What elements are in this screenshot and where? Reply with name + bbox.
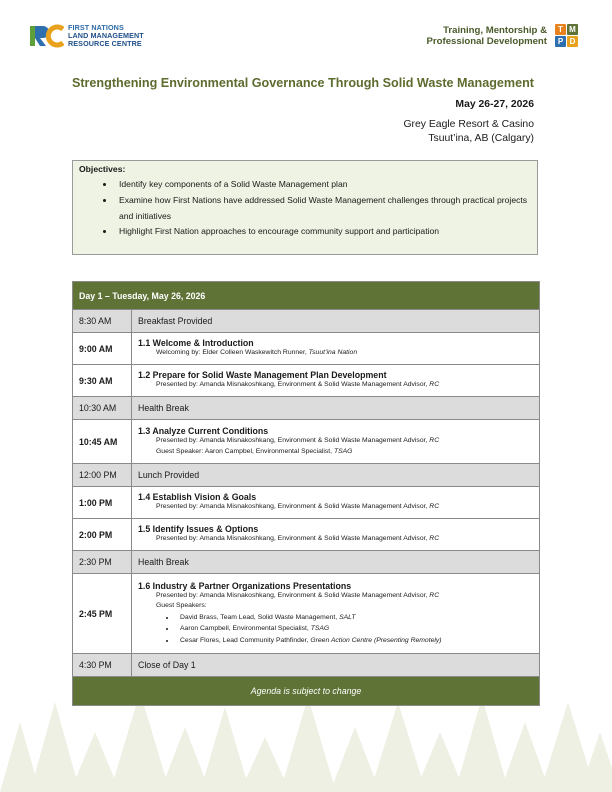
session-title: 1.1 Welcome & Introduction bbox=[138, 338, 254, 349]
agenda-row bbox=[73, 551, 540, 574]
logo-line-3: RESOURCE CENTRE bbox=[68, 39, 142, 48]
row-label: Health Break bbox=[132, 397, 540, 420]
row-time: 1:00 PM bbox=[73, 487, 132, 519]
program-line-2: Professional Development bbox=[426, 35, 547, 47]
session-presenter: Presented by: Amanda Misnakoshkang, Environment & Solid Waste Management Advisor, RC bbox=[156, 381, 440, 389]
tmpd-logo bbox=[427, 24, 579, 47]
session-title: 1.2 Prepare for Solid Waste Management Plan Development bbox=[138, 370, 387, 381]
row-time: 9:00 AM bbox=[73, 333, 132, 365]
agenda-row bbox=[73, 574, 540, 654]
guest-speaker: • Aaron Campbell, Environmental Specialist, TSAG bbox=[176, 623, 533, 635]
logo-line-2: LAND MANAGEMENT bbox=[68, 31, 144, 40]
agenda-footer: Agenda is subject to change bbox=[73, 677, 540, 706]
tile-p: P bbox=[555, 36, 566, 47]
agenda-row bbox=[73, 654, 540, 677]
row-label: Lunch Provided bbox=[132, 464, 540, 487]
rc-logo bbox=[30, 24, 144, 48]
agenda-row bbox=[73, 519, 540, 551]
session-title: 1.3 Analyze Current Conditions bbox=[138, 426, 269, 436]
event-title: Strengthening Environmental Governance Through Solid Waste Management bbox=[71, 76, 534, 90]
event-date: May 26-27, 2026 bbox=[455, 99, 534, 110]
tmpd-tiles bbox=[555, 24, 578, 47]
rc-logo-mark bbox=[30, 24, 64, 48]
guest-speakers-list bbox=[156, 612, 533, 647]
row-time: 8:30 AM bbox=[73, 310, 132, 333]
guest-speaker: • Cesar Flores, Lead Community Pathfinder, Green Action Centre (Presenting Remotely) bbox=[176, 635, 533, 647]
venue-line-2: Tsuut’ina, AB (Calgary) bbox=[428, 132, 534, 144]
objectives-box bbox=[72, 160, 538, 255]
tile-m: M bbox=[567, 24, 578, 35]
agenda-table bbox=[72, 281, 540, 706]
session-presenter: Presented by: Amanda Misnakoshkang, Environment & Solid Waste Management Advisor, RC bbox=[156, 437, 440, 444]
agenda-row bbox=[73, 464, 540, 487]
row-time: 2:30 PM bbox=[73, 551, 132, 574]
day-heading-row bbox=[73, 282, 540, 310]
session-presenter: Welcoming by: Elder Colleen Waskewitch Runner, Tsuut’ina Nation bbox=[156, 349, 358, 357]
session-presenter: Presented by: Amanda Misnakoshkang, Environment & Solid Waste Management Advisor, RC bbox=[156, 535, 440, 543]
row-label: Close of Day 1 bbox=[132, 654, 540, 677]
guest-speaker: • David Brass, Team Lead, Solid Waste Management, SALT bbox=[176, 612, 533, 624]
tile-t: T bbox=[555, 24, 566, 35]
objective-item: • Examine how First Nations have addressed Solid Waste Management challenges through practical projects and initiatives bbox=[115, 193, 531, 225]
agenda-row bbox=[73, 310, 540, 333]
venue-line-1: Grey Eagle Resort & Casino bbox=[403, 119, 534, 130]
session-title: 1.6 Industry & Partner Organizations Presentations bbox=[138, 580, 352, 591]
guest-speakers-heading: Guest Speakers: bbox=[156, 602, 207, 610]
agenda-row bbox=[73, 420, 540, 464]
objective-item: • Identify key components of a Solid Waste Management plan bbox=[115, 177, 531, 193]
row-label: Health Break bbox=[132, 551, 540, 574]
agenda-row bbox=[73, 397, 540, 420]
day-heading: Day 1 – Tuesday, May 26, 2026 bbox=[73, 282, 540, 310]
objectives-list bbox=[79, 177, 531, 240]
agenda-footer-row bbox=[73, 677, 540, 706]
session-title: 1.5 Identify Issues & Options bbox=[138, 524, 259, 535]
row-time: 12:00 PM bbox=[73, 464, 132, 487]
agenda-row bbox=[73, 365, 540, 397]
session-presenter: Presented by: Amanda Misnakoshkang, Environment & Solid Waste Management Advisor, RC bbox=[156, 591, 440, 599]
row-label: Breakfast Provided bbox=[132, 310, 540, 333]
session-title: 1.4 Establish Vision & Goals bbox=[138, 492, 257, 503]
row-time: 10:45 AM bbox=[73, 420, 132, 464]
row-time: 10:30 AM bbox=[73, 397, 132, 420]
row-time: 2:45 PM bbox=[73, 574, 132, 654]
event-venue bbox=[403, 118, 534, 145]
objectives-heading: Objectives: bbox=[79, 164, 126, 174]
program-line-1: Training, Mentorship & bbox=[443, 24, 547, 36]
session-guest: Guest Speaker: Aaron Campbel, Environmental Specialist, TSAG bbox=[156, 447, 353, 455]
objective-item: • Highlight First Nation approaches to encourage community support and participation bbox=[115, 224, 531, 240]
row-time: 2:00 PM bbox=[73, 519, 132, 551]
row-time: 9:30 AM bbox=[73, 365, 132, 397]
agenda-row bbox=[73, 333, 540, 365]
logo-line-1: FIRST NATIONS bbox=[68, 23, 124, 32]
session-presenter: Presented by: Amanda Misnakoshkang, Environment & Solid Waste Management Advisor, RC bbox=[156, 503, 440, 511]
agenda-row bbox=[73, 487, 540, 519]
tile-d: D bbox=[567, 36, 578, 47]
row-time: 4:30 PM bbox=[73, 654, 132, 677]
